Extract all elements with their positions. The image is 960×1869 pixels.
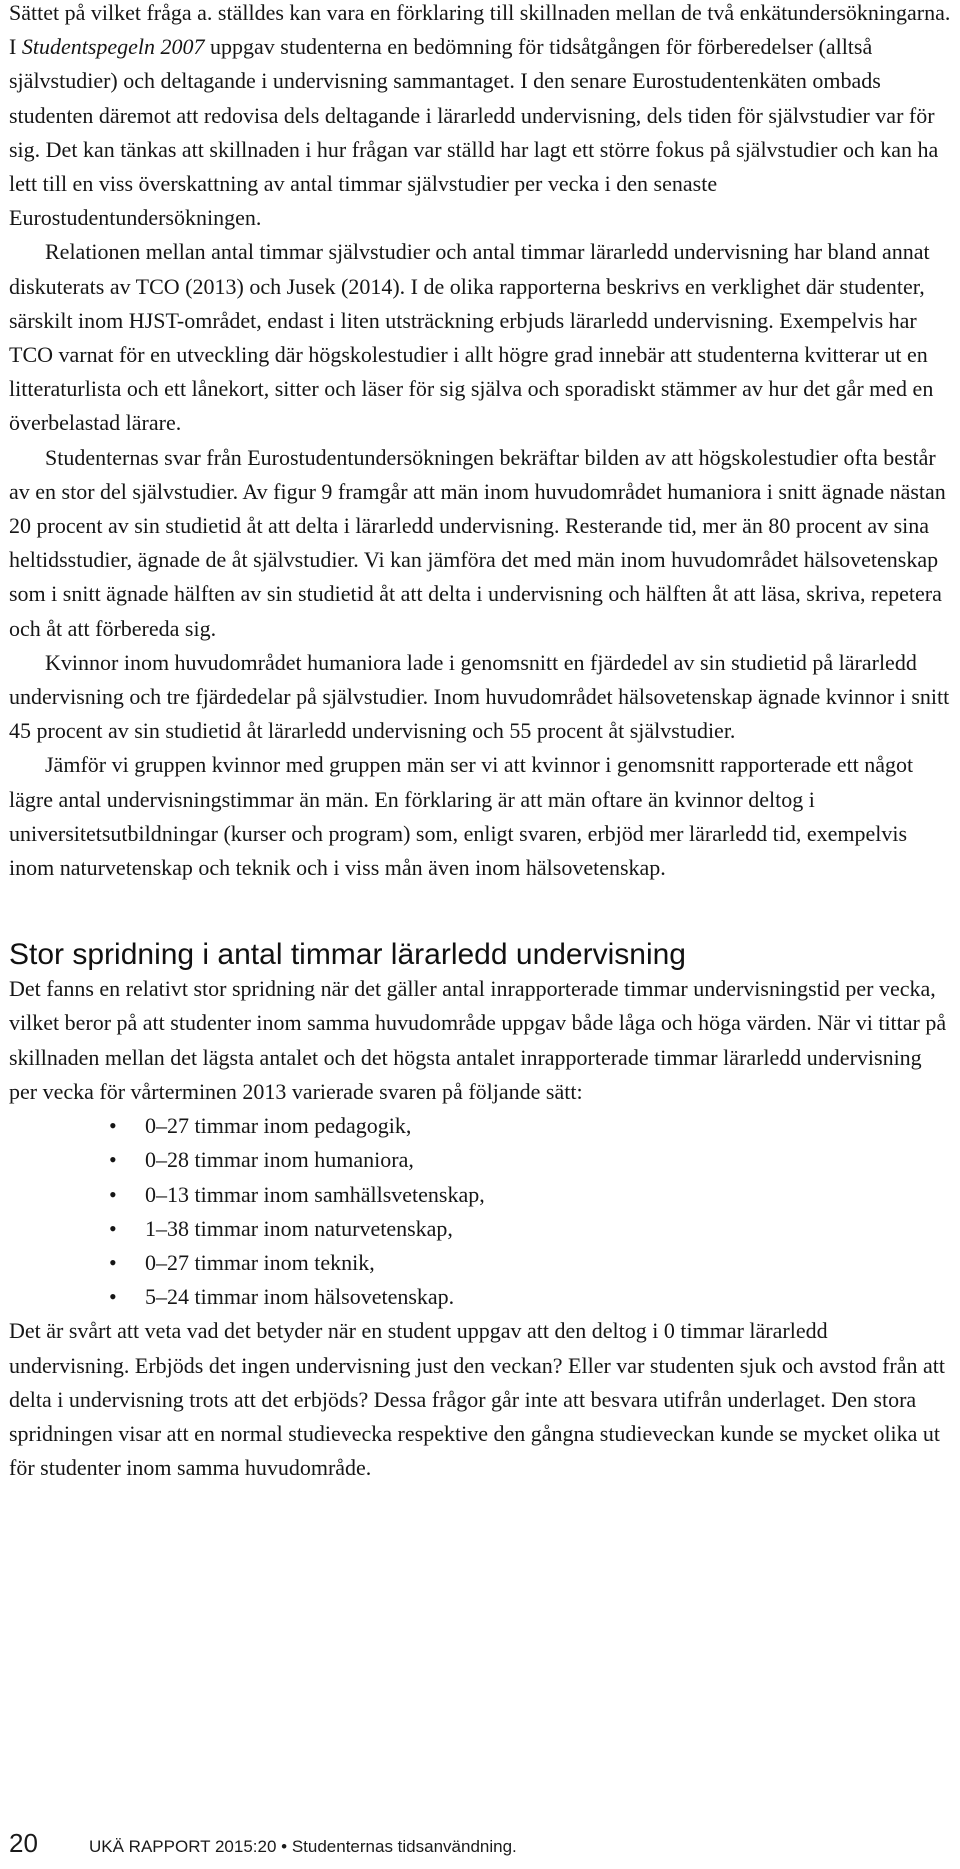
paragraph-gender-comparison: Jämför vi gruppen kvinnor med gruppen män ser vi att kvinnor i genomsnitt rapporterade ett något lägre antal undervisningstimmar än män. En förklaring är att män oftare än kvinnor deltog i universitetsutbildningar (kurser och program) som, enligt svaren, erbjöd mer lärarledd tid, exempelvis inom naturvetenskap och teknik och i viss mån även inom hälsovetenskap. — [9, 752, 914, 881]
bullet-icon: • — [109, 1249, 117, 1275]
list-item: • 0–28 timmar inom humaniora, — [145, 1143, 953, 1177]
report-title-italic: Studentspegeln 2007 — [21, 34, 205, 60]
page-number: 20 — [9, 1828, 38, 1858]
document-page — [9, 0, 953, 1485]
list-item: • 0–27 timmar inom teknik, — [145, 1246, 953, 1280]
section-heading: Stor spridning i antal timmar lärarledd undervisning — [9, 938, 686, 972]
hours-range-list — [9, 1109, 953, 1314]
bullet-icon: • — [109, 1284, 117, 1310]
bullet-icon: • — [109, 1215, 117, 1241]
section-intro: Det fanns en relativt stor spridning när det gäller antal inrapporterade timmar undervisningstid per vecka, vilket beror på att studenter inom samma huvudområde uppgav både låga och höga värden. När vi tittar på skillnaden mellan det lägsta antalet och det högsta antalet inrapporterade timmar lärarledd undervisning per vecka för vårterminen 2013 varierade svaren på följande sätt: — [9, 976, 947, 1104]
list-item: • 0–13 timmar inom samhällsvetenskap, — [145, 1178, 953, 1212]
bullet-icon: • — [109, 1147, 117, 1173]
paragraph-eurostudent-results: Studenternas svar från Eurostudentundersökningen bekräftar bilden av att högskolestudier ofta består av en stor del självstudier. Av figur 9 framgår att män inom huvudområdet humaniora i snitt ägnade nästan 20 procent av sin studietid åt att delta i lärarledd undervisning. Resterande tid, mer än 80 procent av sina heltidsstudier, ägnade de åt självstudier. Vi kan jämföra det med män inom huvudområdet hälsovetenskap som i snitt ägnade hälften av sin studietid åt att delta i undervisning och hälften åt att läsa, skriva, repetera och åt att förbereda sig. — [9, 444, 946, 641]
paragraph-tco-jusek: Relationen mellan antal timmar självstudier och antal timmar lärarledd undervisning har bland annat diskuterats av TCO (2013) och Jusek (2014). I de olika rapporterna beskrivs en verklighet där studenter, särskilt inom HJST-området, endast i liten utsträckning erbjuds lärarledd undervisning. Exempelvis har TCO varnat för en utveckling där högskolestudier i allt högre grad innebär att studenterna kvitterar ut en litteraturlista och ett lånekort, sitter och läser för sig själva och sporadiskt stämmer av hur det går med en överbelastad lärare. — [9, 239, 934, 436]
paragraph-survey-question-end: uppgav studenterna en bedömning för tidsåtgången för förberedelser (alltså självstudier) och deltagande i undervisning sammantaget. I den senare Eurostudentenkäten ombads studenten däremot att redovisa dels deltagande i lärarledd undervisning, dels tiden för självstudier var för sig. Det kan tänkas att skillnaden i hur frågan var ställd har lagt ett större fokus på självstudier och kan ha lett till en viss överskattning av antal timmar självstudier per vecka i den senaste Eurostudentundersökningen. — [9, 34, 939, 231]
paragraph-survey-question-start: Sättet på vilket fråga a. ställdes kan vara en förklaring till skillnaden mellan de två enkätundersökningarna. I — [9, 0, 951, 60]
running-title: UKÄ RAPPORT 2015:20 • Studenternas tidsanvändning. — [89, 1837, 517, 1856]
section-closing: Det är svårt att veta vad det betyder när en student uppgav att den deltog i 0 timmar lärarledd undervisning. Erbjöds det ingen undervisning just den veckan? Eller var studenten sjuk och avstod från att delta i undervisning trots att det erbjöds? Dessa frågor går inte att besvara utifrån underlaget. Den stora spridningen visar att en normal studievecka respektive den gångna studieveckan kunde se mycket olika ut för studenter inom samma huvudområde. — [9, 1318, 945, 1481]
list-item: • 1–38 timmar inom naturvetenskap, — [145, 1212, 953, 1246]
page-footer — [9, 1828, 517, 1860]
bullet-icon: • — [109, 1113, 117, 1139]
list-item: • 5–24 timmar inom hälsovetenskap. — [145, 1280, 953, 1314]
bullet-icon: • — [109, 1181, 117, 1207]
list-item: • 0–27 timmar inom pedagogik, — [145, 1109, 953, 1143]
paragraph-women-results: Kvinnor inom huvudområdet humaniora lade i genomsnitt en fjärdedel av sin studietid på lärarledd undervisning och tre fjärdedelar på självstudier. Inom huvudområdet hälsovetenskap ägnade kvinnor i snitt 45 procent av sin studietid åt lärarledd undervisning och 55 procent åt självstudier. — [9, 649, 950, 744]
paragraph-survey-question — [9, 0, 953, 235]
